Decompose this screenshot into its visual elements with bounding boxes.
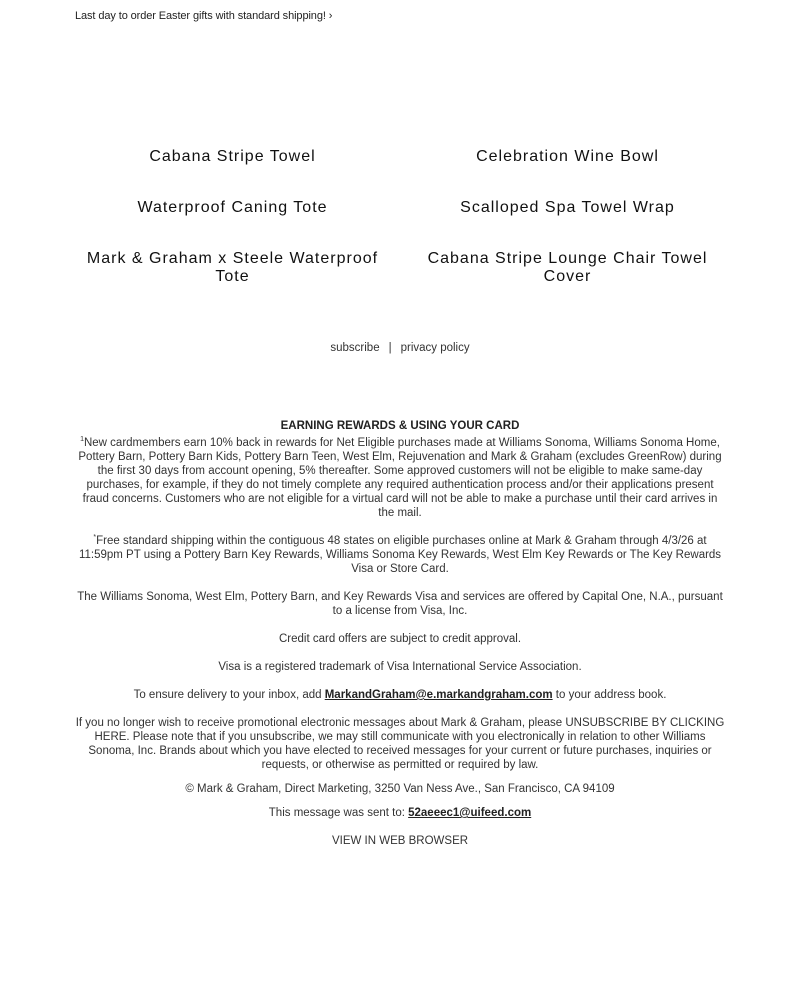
product-link-steele-waterproof-tote[interactable]: Mark & Graham x Steele Waterproof Tote bbox=[86, 250, 379, 285]
subscribe-link[interactable]: subscribe bbox=[330, 342, 380, 354]
postal-address: © Mark & Graham, Direct Marketing, 3250 Van Ness Ave., San Francisco, CA 94109 bbox=[185, 783, 615, 795]
footnote-marker-1: 1 bbox=[80, 436, 84, 443]
delivery-suffix: to your address book. bbox=[552, 689, 667, 701]
rewards-heading: EARNING REWARDS & USING YOUR CARD bbox=[280, 420, 520, 432]
product-link-celebration-wine-bowl[interactable]: Celebration Wine Bowl bbox=[476, 148, 659, 165]
delivery-prefix: To ensure delivery to your inbox, add bbox=[133, 689, 325, 701]
view-in-browser bbox=[75, 834, 725, 848]
sent-to-notice bbox=[75, 806, 725, 820]
view-in-browser-link[interactable]: VIEW IN WEB BROWSER bbox=[331, 835, 469, 847]
capital-one-notice: The Williams Sonoma, West Elm, Pottery Barn, and Key Rewards Visa and services are offered by Capital One, N.A., pursuant to a license from Visa, Inc. bbox=[77, 591, 723, 617]
sent-to-prefix: This message was sent to: bbox=[268, 807, 409, 819]
rewards-footnote-1 bbox=[75, 436, 725, 520]
visa-trademark-notice: Visa is a registered trademark of Visa International Service Association. bbox=[218, 661, 582, 673]
product-link-scalloped-spa-towel-wrap[interactable]: Scalloped Spa Towel Wrap bbox=[460, 199, 675, 216]
footer-link-separator: | bbox=[388, 342, 392, 354]
footnote-marker-asterisk: * bbox=[93, 534, 97, 541]
shipping-footnote bbox=[75, 534, 725, 576]
delivery-notice bbox=[75, 688, 725, 702]
sender-email-link[interactable]: MarkandGraham@e.markandgraham.com bbox=[324, 689, 553, 701]
product-link-cabana-stripe-towel[interactable]: Cabana Stripe Towel bbox=[149, 148, 316, 165]
credit-approval-notice: Credit card offers are subject to credit approval. bbox=[278, 633, 522, 645]
privacy-policy-link[interactable]: privacy policy bbox=[400, 342, 470, 354]
product-link-lounge-chair-towel-cover[interactable]: Cabana Stripe Lounge Chair Towel Cover bbox=[427, 250, 708, 285]
product-links-grid bbox=[65, 148, 735, 310]
footnote-2-text: Free standard shipping within the contiguous 48 states on eligible purchases online at Mark & Graham through 4/3/26 at 11:59pm PT using a Pottery Barn Key Rewards, Williams Sonoma Key Rewards, West Elm Key Rewards or The Key Rewards Visa or Store Card. bbox=[78, 535, 722, 575]
unsubscribe-notice[interactable]: If you no longer wish to receive promotional electronic messages about Mark & Graham, please UNSUBSCRIBE BY CLICKING HERE. Please note that if you unsubscribe, we may still communicate with you electronically in relation to other Williams Sonoma, Inc. Brands about which you have elected to received messages for your current or future purchases, inquiries or requests, or otherwise as permitted or required by law. bbox=[75, 717, 725, 771]
legal-disclaimer bbox=[75, 419, 725, 848]
recipient-email-link[interactable]: 52aeeec1@uifeed.com bbox=[408, 807, 532, 819]
product-link-waterproof-caning-tote[interactable]: Waterproof Caning Tote bbox=[137, 199, 328, 216]
footnote-1-text: New cardmembers earn 10% back in rewards for Net Eligible purchases made at Williams Sonoma, Williams Sonoma Home, Pottery Barn, Pottery Barn Kids, Pottery Barn Teen, West Elm, Rejuvenation and Mark & Graham (excludes GreenRow) during the first 30 days from account opening, 5% thereafter. Some approved customers will not be eligible to make same-day purchases, for example, if they do not timely complete any required authentication process and/or their applications present fraud concerns. Customers who are not eligible for a virtual card will not be able to make a purchase until their card arrives in the mail. bbox=[78, 437, 722, 519]
preheader-link[interactable]: Last day to order Easter gifts with standard shipping! › bbox=[75, 10, 333, 22]
footer-links bbox=[0, 342, 800, 354]
